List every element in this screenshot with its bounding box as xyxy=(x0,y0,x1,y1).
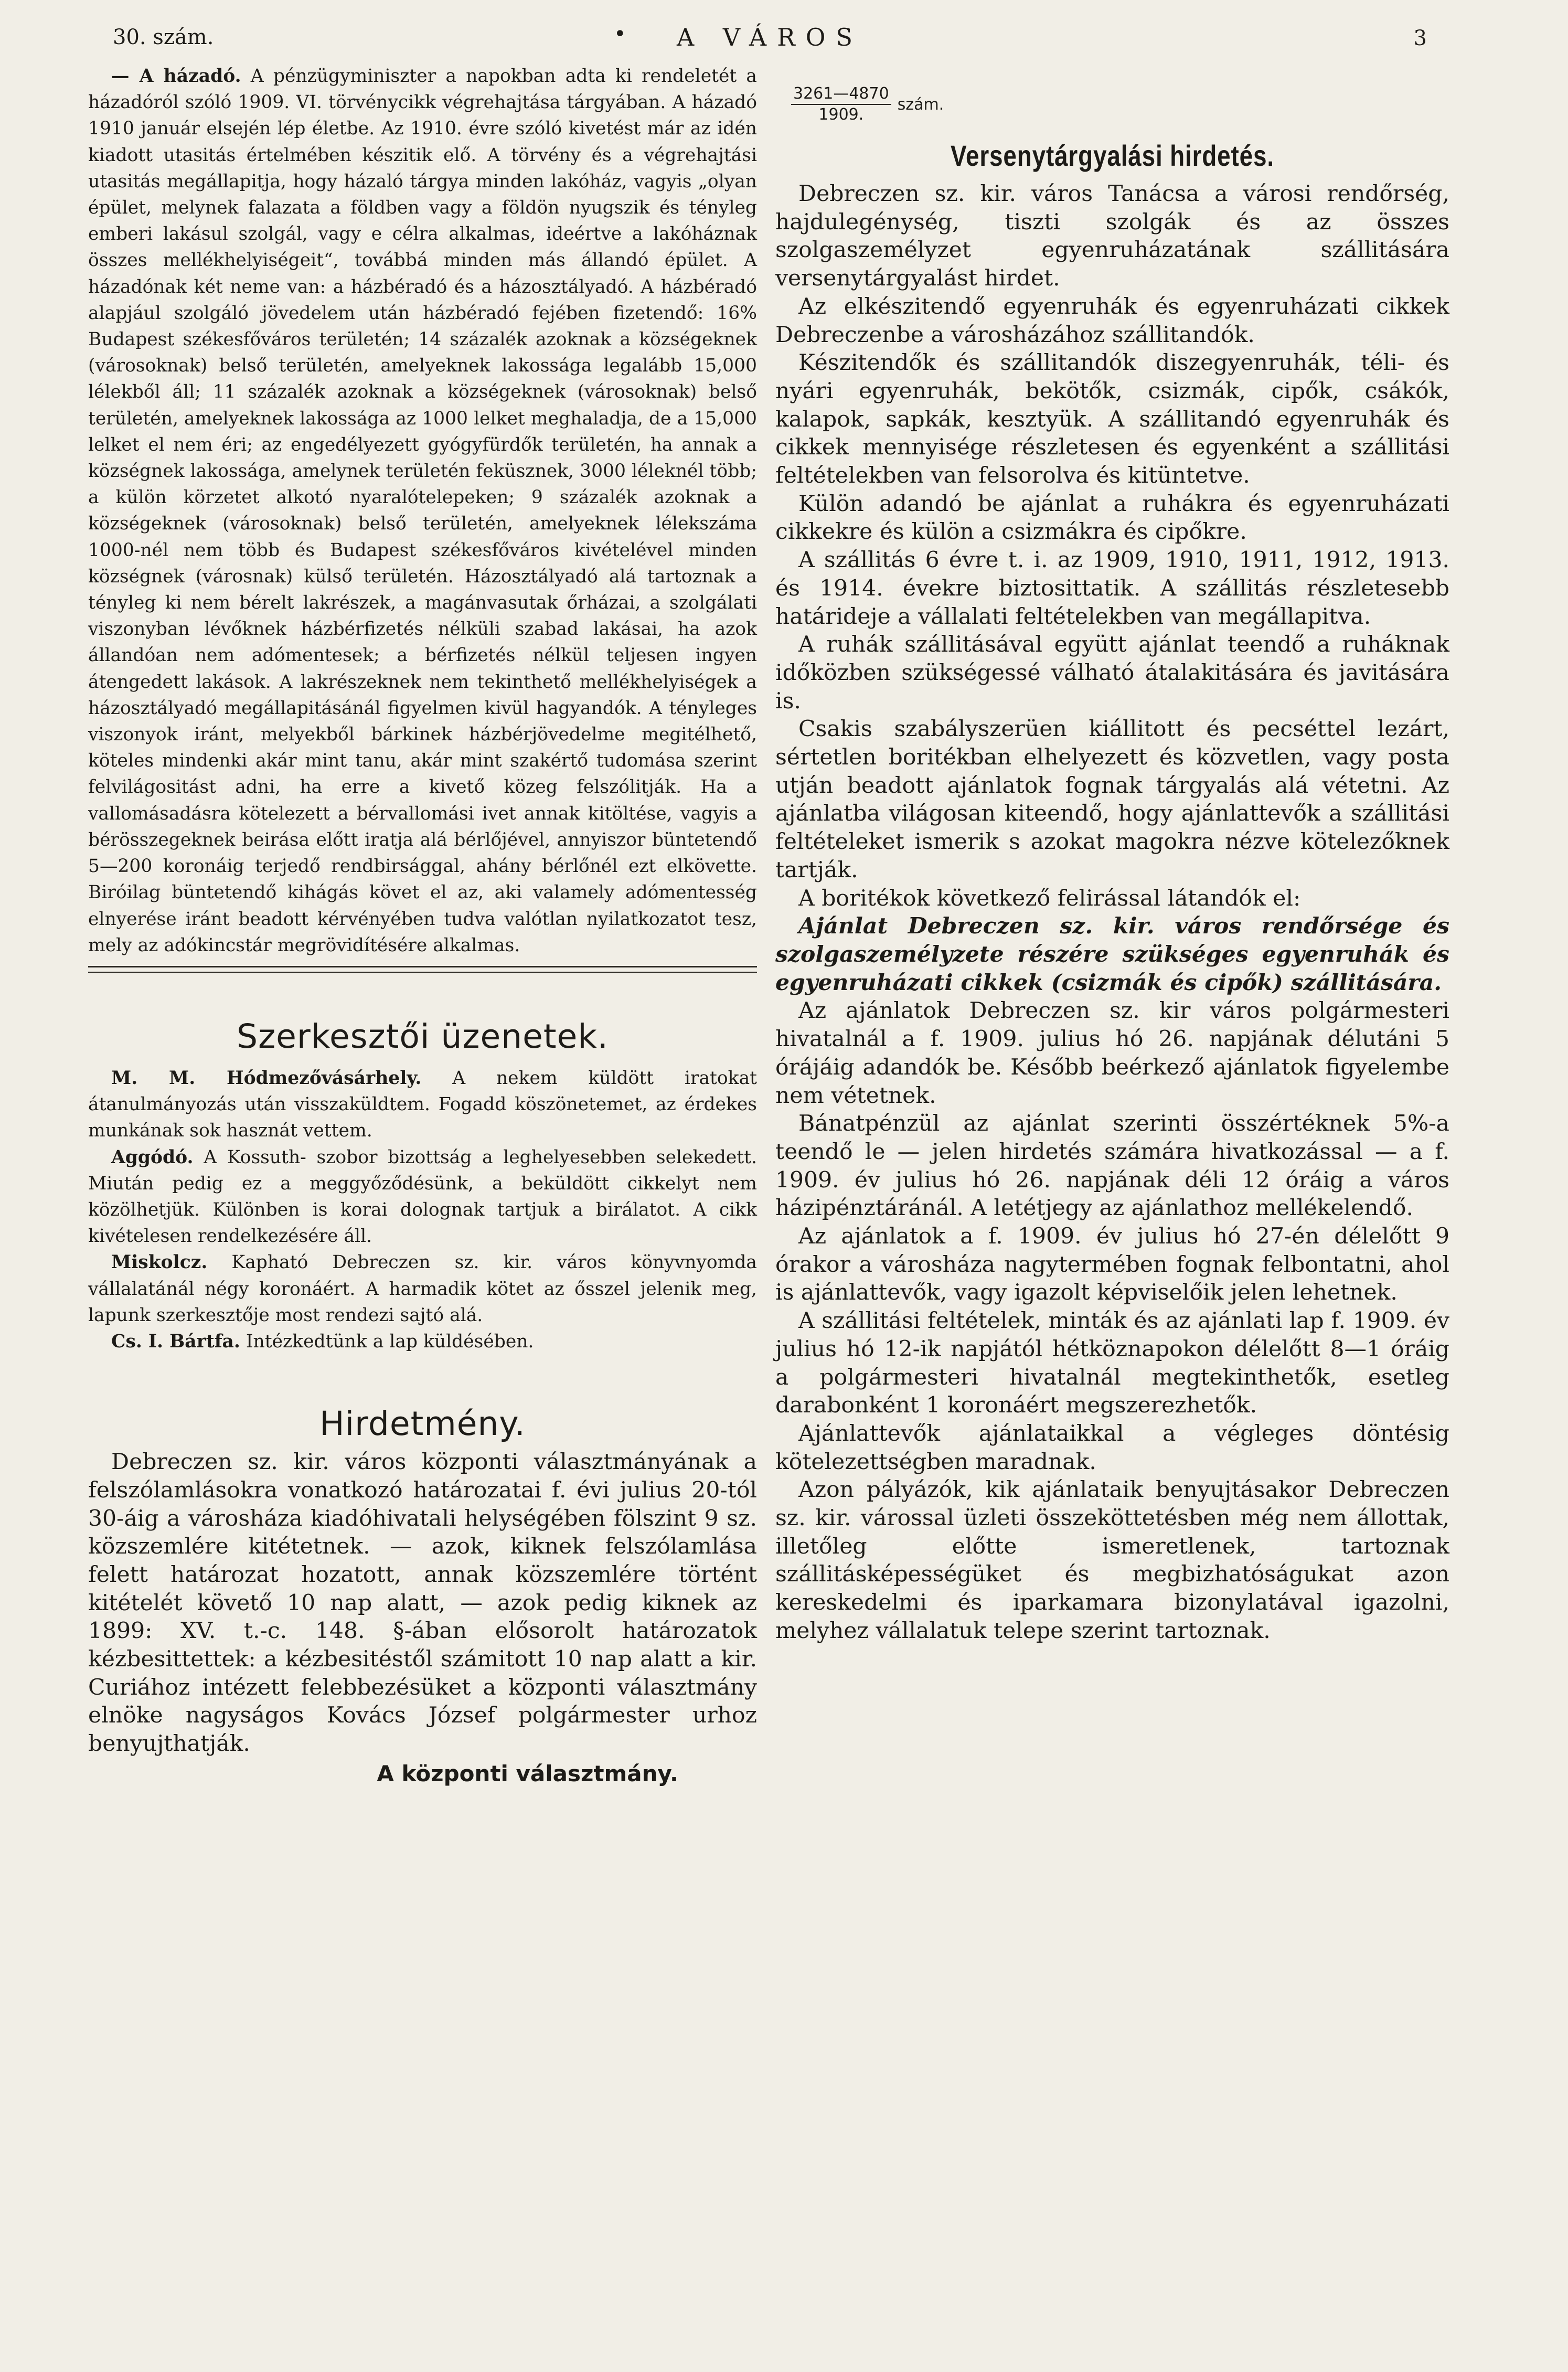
page-number: 3 xyxy=(1413,26,1427,50)
notice-paragraph: Azon pályázók, kik ajánlataik benyujtásakor Debreczen sz. kir. várossal üzleti összeköttetésben még nem állottak, illetőleg előtte ismeretlenek, tartoznak szállitásképességüket és megbizhatóságukat azon kereskedelmi és iparkamara bizonylatával igazolni, melyhez vállalatuk telepe szerint tartoznak. xyxy=(775,1477,1449,1644)
header-dot: • xyxy=(614,22,626,46)
notice-paragraph: A szállitás 6 évre t. i. az 1909, 1910, 1911, 1912, 1913. és 1914. évekre biztosittatik. A szállitás részletesebb határideje a vállalati feltételekben van megállapitva. xyxy=(775,547,1449,630)
hazado-keyword: — A házadó. xyxy=(111,66,241,87)
notice-paragraph: Külön adandó be ajánlat a ruhákra és egyenruházati cikkekre és külön a csizmákra és cipőkre. xyxy=(775,491,1449,545)
message-item xyxy=(88,1065,757,1144)
section-divider xyxy=(88,966,757,973)
message-key: Cs. I. Bártfa. xyxy=(111,1331,240,1352)
reference-number xyxy=(791,84,1449,125)
reference-numerator: 3261—4870 xyxy=(791,84,891,105)
hazado-article xyxy=(88,63,757,959)
reference-word: szám. xyxy=(897,95,944,114)
reference-denominator: 1909. xyxy=(818,105,864,124)
reference-fraction xyxy=(791,84,891,125)
message-text: Intézkedtünk a lap küldésében. xyxy=(246,1331,534,1352)
message-key: Aggódó. xyxy=(111,1146,194,1168)
newspaper-title: A VÁROS xyxy=(676,23,863,51)
notice-paragraph: A szállitási feltételek, minták és az ajánlati lap f. 1909. év julius hó 12-ik napjától hétköznapokon délelőtt 8—1 óráig a polgármesteri hivatalnál megtekinthetők, esetleg darabonként 1 koronáért megszerezhetők. xyxy=(775,1308,1449,1419)
notice-paragraph: Csakis szabályszerüen kiállitott és pecséttel lezárt, sértetlen boritékban elhelyezett és közvetlen, vagy posta utján beadott ajánlatok fognak tárgyalás alá vétetni. Az ajánlatba világosan kiteendő, hogy ajánlattevők a szállitási feltételeket ismerik s azokat magokra nézve kötelezőknek tartják. xyxy=(775,716,1449,883)
notice-paragraph: Bánatpénzül az ajánlat szerinti összértéknek 5%-a teendő le — jelen hirdetés számára hivatkozással — a f. 1909. év julius hó 26. napjának déli 12 óráig a város házipénztáránál. A letétjegy az ajánlathoz mellékelendő. xyxy=(775,1111,1449,1221)
hirdetmeny-text: Debreczen sz. kir. város központi választmányának a felszólamlásokra vonatkozó határozatai f. évi julius 20-tól 30-áig a városháza kiadóhivatali helységében fölszint 9 sz. közszemlére kitétetnek. — azok, kiknek felszólamlása felett határozat hozatott, annak közszemlére történt kitételét követő 10 nap alatt, — azok pedig kiknek az 1899: XV. t.-c. 148. §-ában elősorolt határozatok kézbesittettek: a kézbesitéstől számitott 10 nap alatt a kir. Curiához intézett felebbezésüket a központi választmány elnöke nagyságos Kovács József polgármester urhoz benyujthatják. xyxy=(88,1449,757,1757)
versenytargyalas-heading: Versenytárgyalási hirdetés. xyxy=(951,139,1274,172)
message-text: A nekem küldött iratokat átanulmányozás után visszaküldtem. Fogadd köszönetemet, az érdekes munkának sok hasznát vettem. xyxy=(88,1067,758,1142)
notice-paragraph: A ruhák szállitásával együtt ajánlat teendő a ruháknak időközben szükségessé válható átalakitására és javitására is. xyxy=(775,632,1449,714)
message-key: M. M. Hódmezővásárhely. xyxy=(111,1067,422,1089)
notice-paragraph: A boritékok következő felirással látandók el: xyxy=(798,885,1301,911)
szerkesztoi-heading: Szerkesztői üzenetek. xyxy=(237,1017,609,1056)
message-key: Miskolcz. xyxy=(111,1252,208,1273)
page-header xyxy=(113,21,1427,58)
notice-paragraph: Készitendők és szállitandók diszegyenruhák, téli- és nyári egyenruhák, bekötők, csizmák, cipők, csákók, kalapok, sapkák, kesztyük. A szállitandó egyenruhák és cikkek mennyisége részletesen és egyenként a szállitási feltételekben van felsorolva és kitüntetve. xyxy=(775,350,1449,489)
envelope-inscription: Ajánlat Debreczen sz. kir. város rendőrsége és szolgaszemélyzete részére szükséges egyenruhák és egyenruházati cikkek (csizmák és cipők) szállitására. xyxy=(775,913,1449,996)
issue-number: 30. szám. xyxy=(113,25,214,49)
notice-paragraph: Az elkészitendő egyenruhák és egyenruházati cikkek Debreczenbe a városházához szállitandók. xyxy=(775,293,1449,348)
message-item xyxy=(88,1328,757,1355)
message-text: Kapható Debreczen sz. kir. város könyvnyomda vállalatánál négy koronáért. A harmadik kötet az ősszel jelenik meg, lapunk szerkesztője most rendezi sajtó alá. xyxy=(88,1252,757,1326)
message-item xyxy=(88,1249,757,1328)
right-column xyxy=(775,58,1449,1645)
hirdetmeny-signature: A központi választmány. xyxy=(377,1760,678,1786)
message-item xyxy=(88,1144,757,1250)
left-column xyxy=(88,58,757,1790)
notice-paragraph: Debreczen sz. kir. város Tanácsa a városi rendőrség, hajdulegénység, tiszti szolgák és az összes szolgaszemélyzet egyenruházatának szállitására versenytárgyalást hirdet. xyxy=(775,181,1449,292)
notice-paragraph: Az ajánlatok a f. 1909. év julius hó 27-én délelőtt 9 órakor a városháza nagytermében fognak felbontatni, ahol is ajánlattevők, vagy igazolt képviselőik jelen lehetnek. xyxy=(775,1224,1449,1306)
notice-paragraph: Az ajánlatok Debreczen sz. kir város polgármesteri hivatalnál a f. 1909. julius hó 26. napjának délutáni 5 órájáig adandók be. Később beérkező ajánlatok figyelembe nem vétetnek. xyxy=(775,998,1449,1109)
hazado-text: A pénzügyminiszter a napokban adta ki rendeletét a házadóról szóló 1909. VI. törvénycikk végrehajtása tárgyában. A házadó 1910 január elsején lép életbe. Az 1910. évre szóló kivetést már az idén kiadott utasitás értelmében készitik elő. A törvény és a végrehajtási utasitás megállapitja, hogy házaló tárgya minden lakóház, vagyis „olyan épület, melynek falazata a földben vagy a földön nyugszik és tényleg emberi lakásul szolgál, vagy e célra alkalmas, ideértve a lakóháznak összes mellékhelyiségeit“, továbbá minden más állandó épület. A házadónak két neme van: a házbéradó és a házosztályadó. A házbéradó alapjául szolgáló jövedelem után házbéradó fejében fizetendő: 16% Budapest székesfőváros területén; 14 százalék azoknak a községeknek (városoknak) belső területén, amelyeknek lakossága legalább 15,000 lélekből áll; 11 százalék azoknak a községeknek (városoknak) belső területén, amelyeknek lakossága az 1000 lelket meghaladja, de a 15,000 lelket el nem éri; az engedélyezett gyógyfürdők területén, ha annak a községnek lakossága, amelynek területén feküsznek, 3000 léleknél több; a külön körzetet alkotó nyaralótelepeken; 9 százalék azoknak a községeknek (városoknak) belső területén, amelyeknek lélekszáma 1000-nél nem több és Budapest székesfőváros kivételével minden községnek (városnak) külső területén. Házosztályadó alá tartoznak a tényleg ki nem bérelt lakrészek, a magánvasutak őrházai, a szolgálati viszonyban lévőknek házbérfizetés nélküli szabad lakásai, ha azok állandóan nem adómentesek; a bérfizetés nélkül teljesen ingyen átengedett lakások. A lakrészeknek nem tekinthető mellékhelyiségek a házosztályadó megállapitásánál figyelmen kivül hagyandók. A tényleges viszonyok iránt, melyekből bárkinek házbérjövedelme megitélhető, köteles mindenki akár mint tanu, akár mint szakértő tudomása szerint felvilágositást adni, ha erre a kivető közeg felszólitják. Ha a vallomásadásra kötelezett a bérvallomási ivet annak kitöltése, vagyis a bérösszegeknek beirása előtt iratja alá bérlőjével, annyiszor büntetendő 5—200 koronáig terjedő rendbirsággal, ahány bérlőnél ezt elkövette. Biróilag büntetendő kihágás követ el az, aki valamely adómentesség elnyerése iránt beadott kérvényében tudva valótlan nyilatkozatot tesz, mely az adókincstár megrövidítésére alkalmas. xyxy=(88,66,757,956)
notice-paragraph: Ajánlattevők ajánlataikkal a végleges döntésig kötelezettségben maradnak. xyxy=(775,1420,1449,1475)
message-text: A Kossuth- szobor bizottság a leghelyesebben selekedett. Miután pedig ez a meggyőződésünk, a beküldött cikkelyt nem közölhetjük. Különben is korai dolognak tartjuk a birálatot. A cikk kivételesen rendelkezésére áll. xyxy=(88,1146,757,1247)
hirdetmeny-heading: Hirdetmény. xyxy=(319,1405,526,1443)
